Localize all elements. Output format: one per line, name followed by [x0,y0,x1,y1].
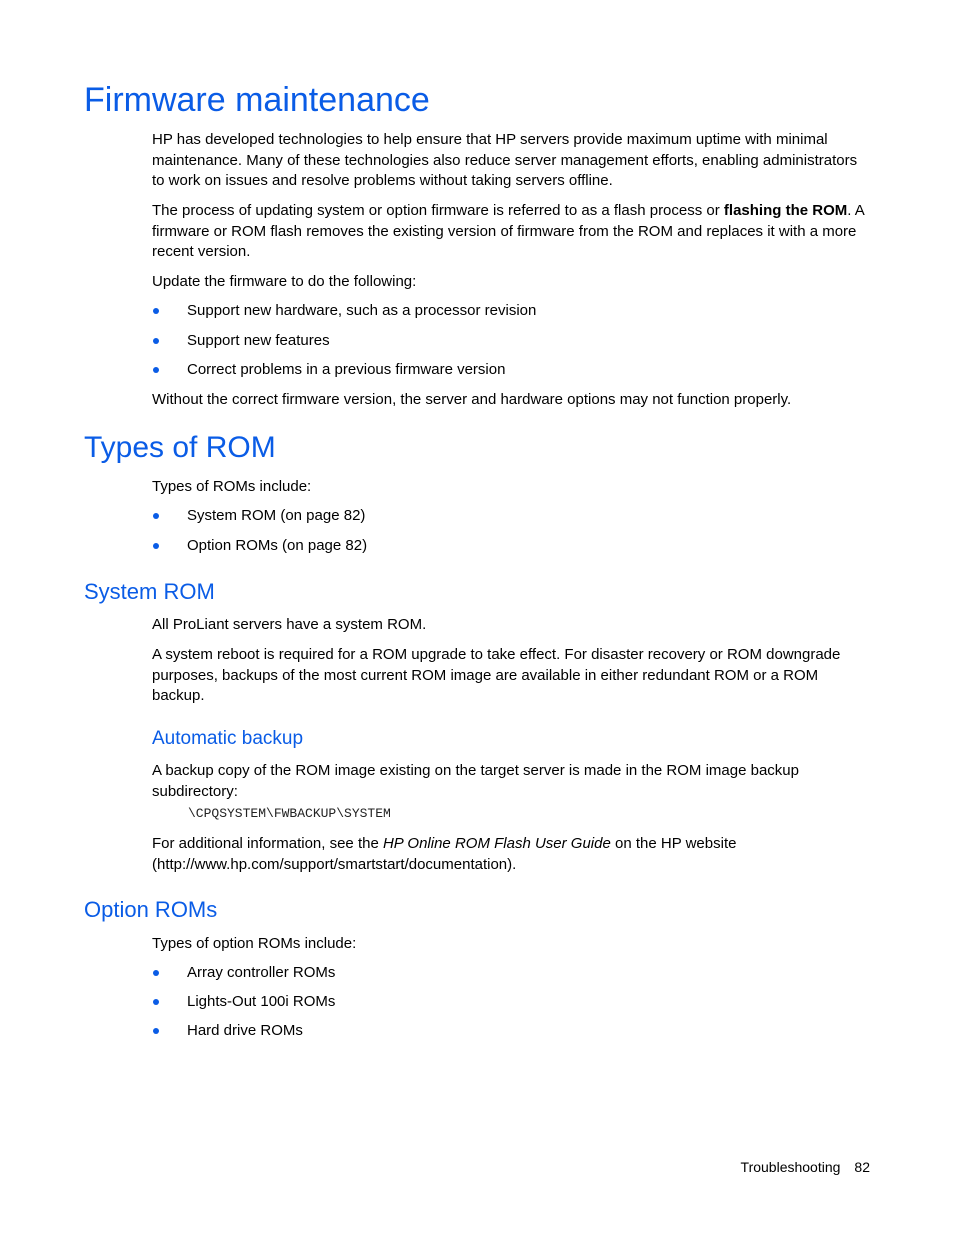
code-backup-path: \CPQSYSTEM\FWBACKUP\SYSTEM [188,806,391,821]
list-item-text: Support new hardware, such as a processor revision [187,302,537,319]
guide-title: HP Online ROM Flash User Guide [382,835,611,852]
list-item-text: Hard drive ROMs [187,1022,303,1039]
text-on-hp-website: on the HP website [610,835,737,852]
footer-section-name: Troubleshooting [740,1159,841,1175]
heading-types-of-rom: Types of ROM [84,431,276,464]
paragraph-update-firmware: Update the firmware to do the following: [152,273,417,290]
heading-option-roms: Option ROMs [84,897,218,922]
text-flash-intro: The process of updating system or option firmware is referred to as a flash process or [152,202,724,219]
list-item-text: Support new features [187,332,330,349]
paragraph-additional-info [152,834,870,875]
list-item-text: Array controller ROMs [187,964,336,981]
text-see-the: For additional information, see the [152,835,383,852]
list-item-text: System ROM (on page 82) [187,507,366,524]
heading-firmware-maintenance: Firmware maintenance [84,81,430,119]
bullet-icon [153,338,159,344]
heading-system-rom: System ROM [84,579,215,604]
bullet-icon [153,1028,159,1034]
paragraph-without-correct-firmware: Without the correct firmware version, the server and hardware options may not function properly. [152,391,792,408]
bullet-icon [153,543,159,549]
bullet-icon [153,367,159,373]
paragraph-flash-process [152,201,870,263]
list-item-text: Lights-Out 100i ROMs [187,993,336,1010]
text-flash-explanation: . A firmware or ROM flash removes the existing version of firmware from the ROM and replaces it with a more recent version. [152,202,864,260]
link-hp-documentation-url[interactable]: (http://www.hp.com/support/smartstart/documentation). [152,855,517,873]
bullet-icon [153,970,159,976]
bullet-icon [153,308,159,314]
paragraph-proliant-system-rom: All ProLiant servers have a system ROM. [152,616,427,633]
list-item-text: Correct problems in a previous firmware version [187,361,506,378]
term-flashing-the-rom: flashing the ROM [723,202,848,219]
page-footer [741,1158,870,1176]
heading-automatic-backup: Automatic backup [152,728,304,749]
paragraph-system-reboot: A system reboot is required for a ROM upgrade to take effect. For disaster recovery or ROM downgrade purposes, backups of the most current ROM image are available in either redundant ROM or a ROM backup. [152,646,841,704]
footer-page-number: 82 [854,1159,870,1175]
bullet-icon [153,999,159,1005]
paragraph-backup-copy: A backup copy of the ROM image existing on the target server is made in the ROM image backup subdirectory: [152,762,799,800]
bullet-icon [153,513,159,519]
paragraph-hp-technologies: HP has developed technologies to help ensure that HP servers provide maximum uptime with minimal maintenance. Many of these technologies also reduce server management efforts, enabling administrators to work on issues and resolve problems without taking servers offline. [152,131,858,189]
list-item-text: Option ROMs (on page 82) [187,537,368,554]
paragraph-option-roms-intro: Types of option ROMs include: [152,935,357,952]
paragraph-types-intro: Types of ROMs include: [152,478,312,495]
